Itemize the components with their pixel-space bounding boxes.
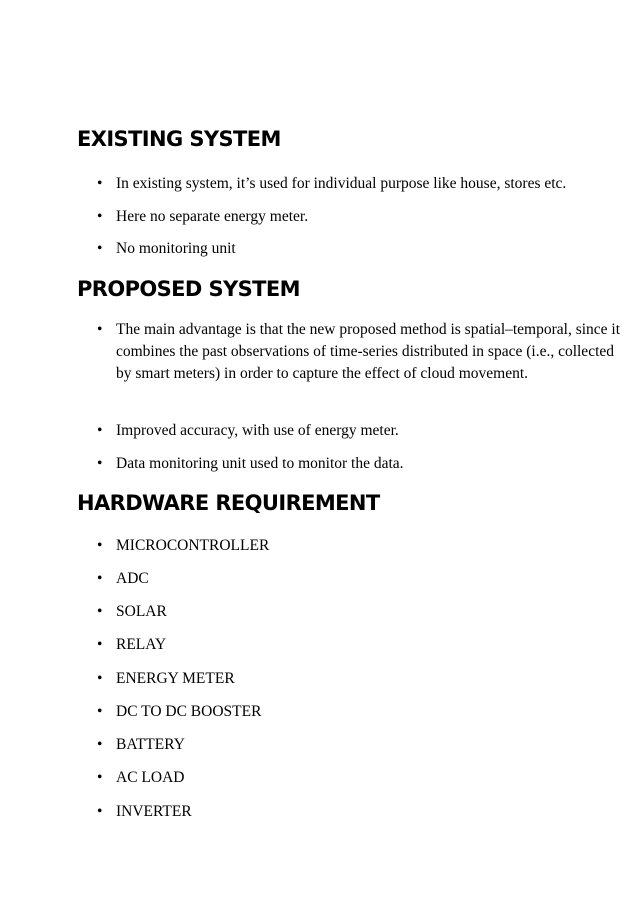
list-item-text: No monitoring unit	[116, 240, 236, 257]
proposed-system-heading: PROPOSED SYSTEM	[77, 277, 300, 301]
list-item	[0, 734, 197, 756]
list-item-text: The main advantage is that the new proposed method is spatial–temporal, since it combines the past observations of time-series distributed in space (i.e., collected by smart meters) in order to capture the effect of cloud movement.	[116, 321, 621, 382]
bullet-icon: •	[97, 455, 103, 472]
list-item	[0, 634, 178, 656]
list-item-text: AC LOAD	[116, 769, 185, 786]
list-item-text: Here no separate energy meter.	[116, 208, 309, 225]
list-item-text: MICROCONTROLLER	[116, 537, 270, 554]
list-item-text: ADC	[116, 570, 149, 587]
list-item-text: BATTERY	[116, 736, 185, 753]
list-item	[0, 319, 638, 385]
list-item-text: RELAY	[116, 636, 167, 653]
list-item-text: INVERTER	[116, 803, 192, 820]
bullet-icon: •	[97, 175, 103, 192]
bullet-icon: •	[97, 670, 103, 687]
hardware-requirement-heading: HARDWARE REQUIREMENT	[77, 491, 380, 515]
list-item	[0, 238, 248, 260]
list-item-text: Improved accuracy, with use of energy meter.	[116, 422, 399, 439]
list-item	[0, 453, 416, 475]
bullet-icon: •	[97, 803, 103, 820]
existing-system-heading: EXISTING SYSTEM	[77, 127, 281, 151]
bullet-icon: •	[97, 703, 103, 720]
list-item	[0, 206, 320, 228]
bullet-icon: •	[97, 736, 103, 753]
list-item	[0, 173, 578, 195]
list-item	[0, 801, 204, 823]
list-item-text: SOLAR	[116, 603, 167, 620]
bullet-icon: •	[97, 603, 103, 620]
list-item	[0, 701, 273, 723]
list-item	[0, 568, 161, 590]
bullet-icon: •	[97, 321, 103, 338]
bullet-icon: •	[97, 636, 103, 653]
list-item	[0, 535, 281, 557]
list-item	[0, 601, 179, 623]
list-item-text: In existing system, it’s used for individual purpose like house, stores etc.	[116, 175, 567, 192]
list-item	[0, 767, 196, 789]
bullet-icon: •	[97, 422, 103, 439]
list-item	[0, 420, 411, 442]
list-item-text: DC TO DC BOOSTER	[116, 703, 262, 720]
list-item	[0, 668, 247, 690]
list-item-text: Data monitoring unit used to monitor the data.	[116, 455, 404, 472]
list-item-text: ENERGY METER	[116, 670, 235, 687]
bullet-icon: •	[97, 208, 103, 225]
bullet-icon: •	[97, 769, 103, 786]
bullet-icon: •	[97, 240, 103, 257]
bullet-icon: •	[97, 570, 103, 587]
bullet-icon: •	[97, 537, 103, 554]
